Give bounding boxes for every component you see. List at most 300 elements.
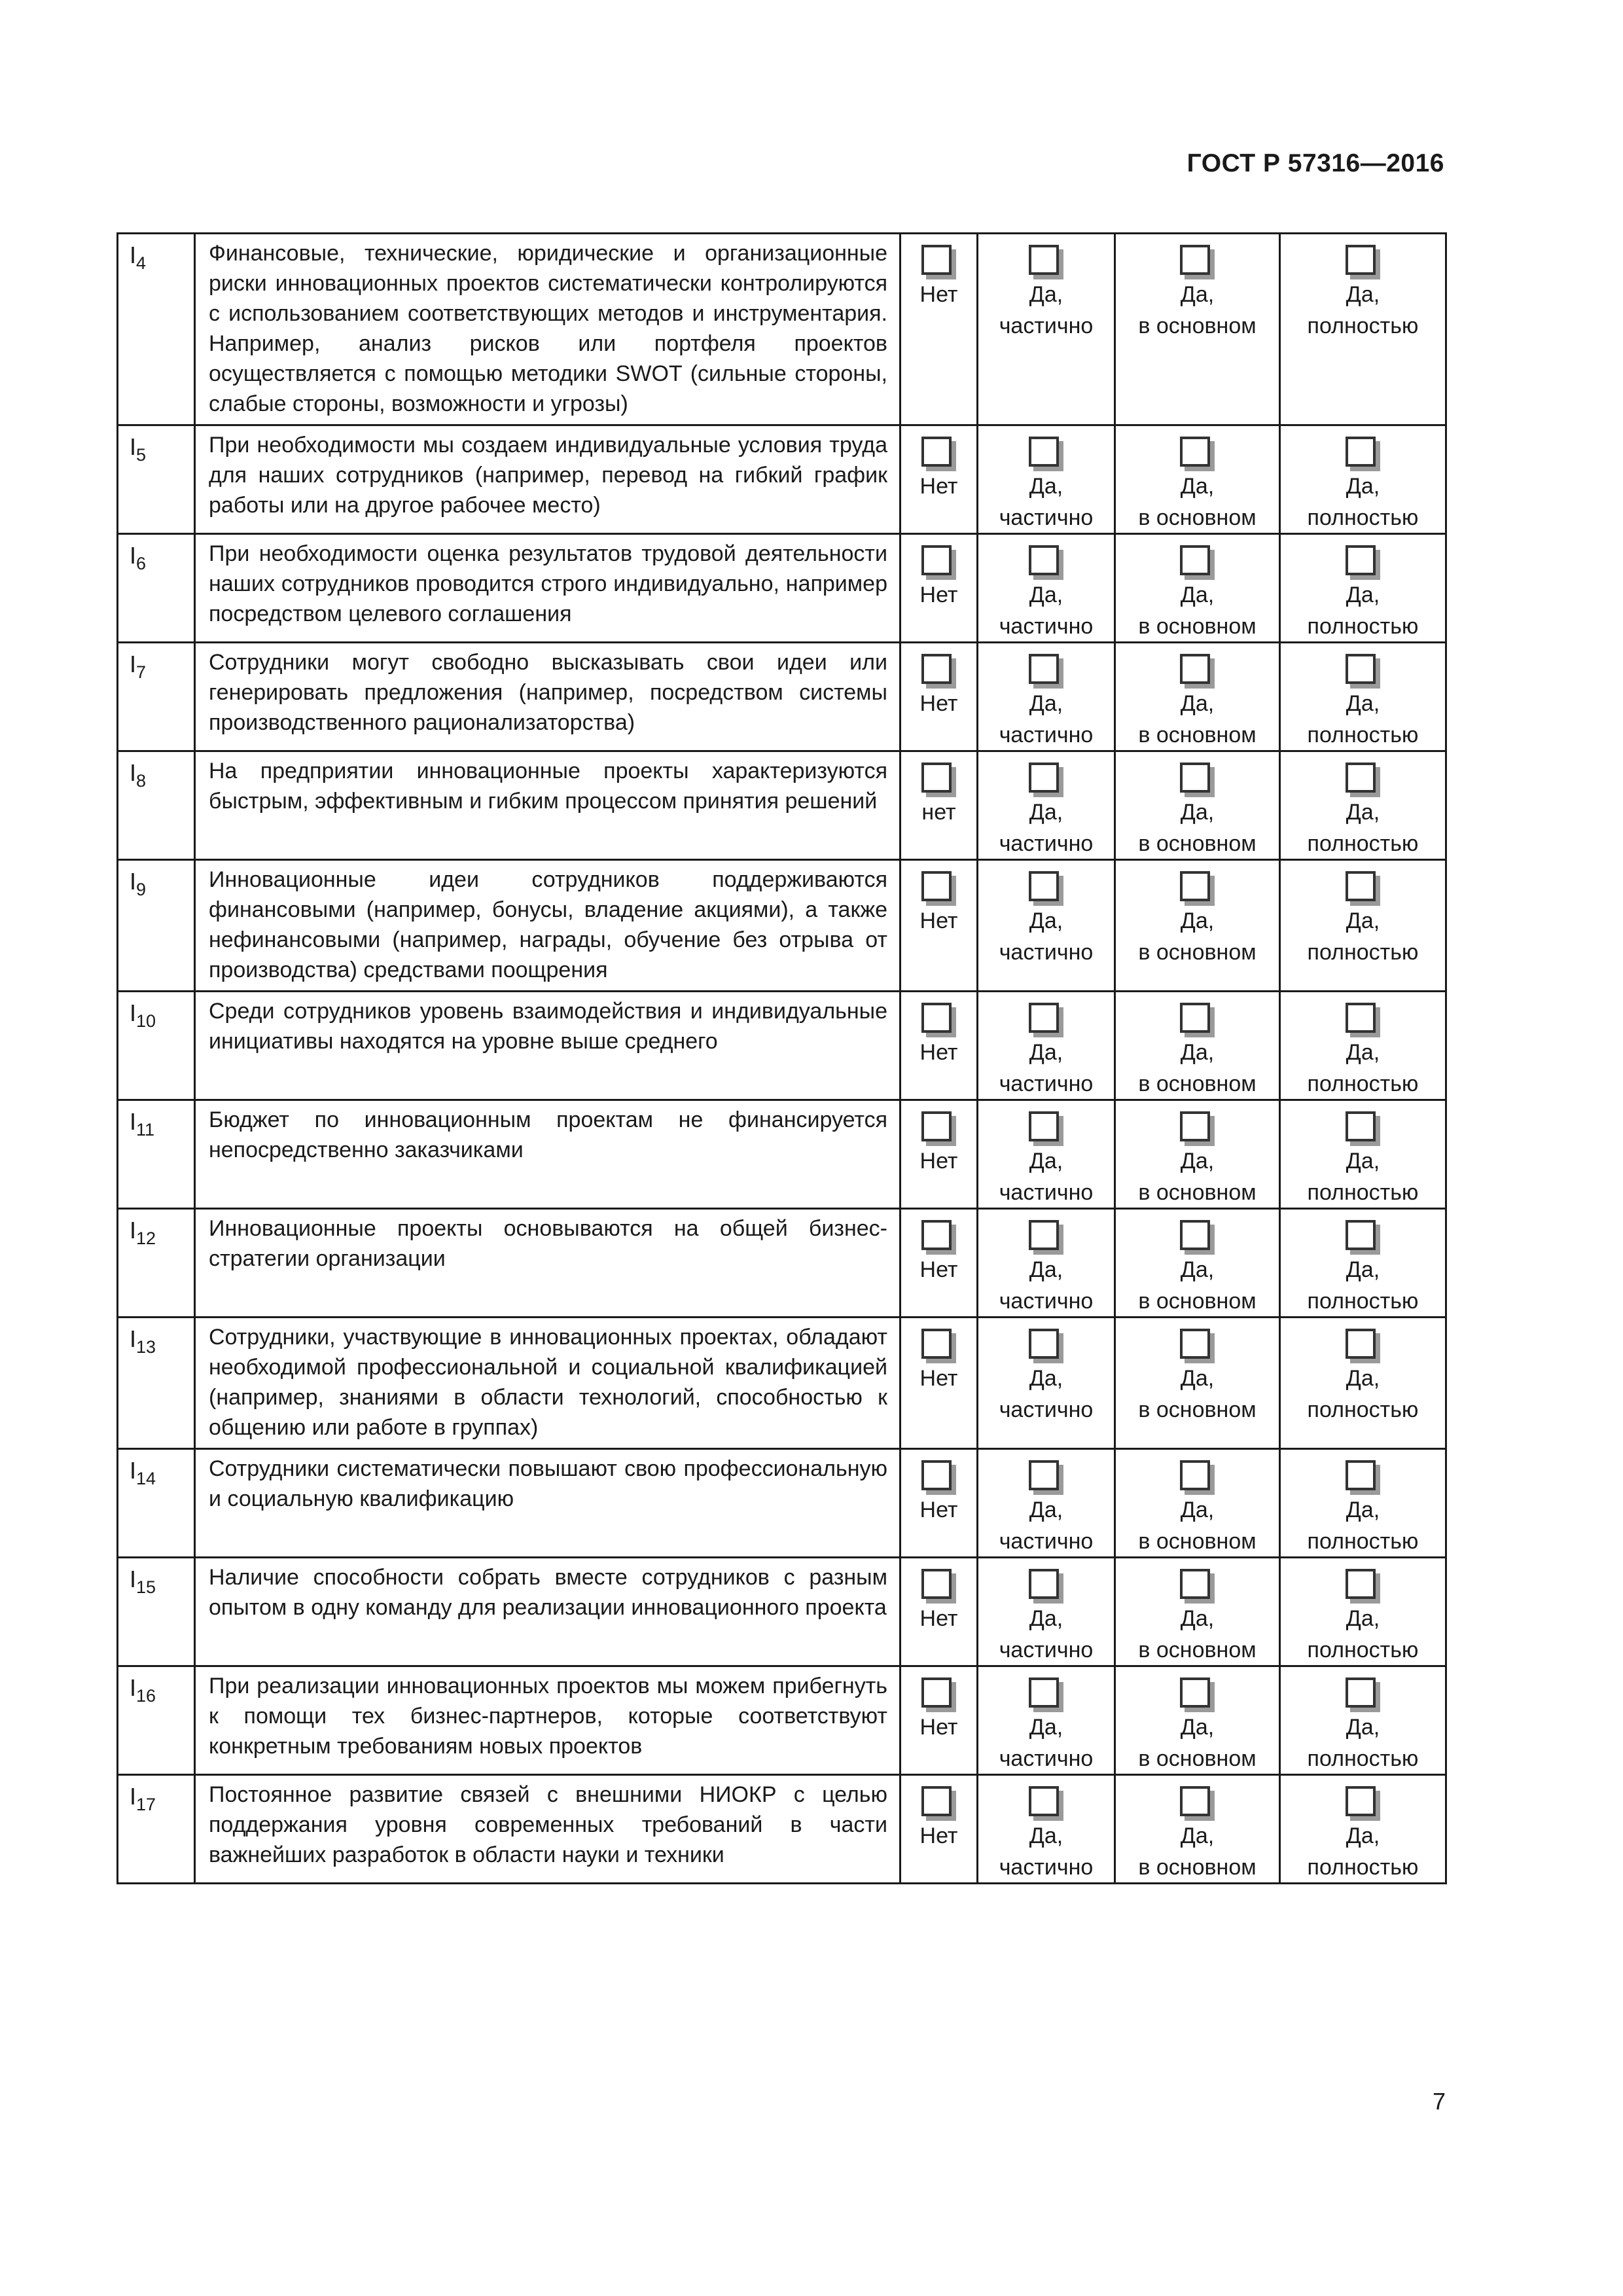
option-no-label: Нет	[919, 691, 958, 716]
option-mostly-label-1: Да,	[1180, 1257, 1215, 1282]
item-statement-cell	[195, 1209, 901, 1318]
item-id-index: 17	[136, 1795, 156, 1814]
checkbox-empty-icon[interactable]	[921, 437, 952, 467]
checkbox-empty-icon[interactable]	[921, 1329, 952, 1359]
option-mostly-label-2: в основном	[1138, 1529, 1257, 1554]
option-mostly[interactable]	[1115, 643, 1280, 751]
option-full-label-2: полностью	[1307, 1746, 1419, 1771]
item-id-letter: I	[130, 868, 137, 895]
option-partial-label-2: частично	[999, 614, 1094, 639]
item-statement-cell	[195, 1775, 901, 1884]
option-mostly-label-2: в основном	[1138, 723, 1257, 747]
option-mostly[interactable]	[1115, 534, 1280, 643]
option-mostly-label-2: в основном	[1138, 1180, 1257, 1205]
option-mostly-label-2: в основном	[1138, 1071, 1257, 1096]
item-id-index: 15	[136, 1577, 156, 1597]
question-row	[118, 534, 1446, 643]
checkbox-empty-icon[interactable]	[1346, 1220, 1376, 1250]
option-no-label: Нет	[919, 908, 958, 933]
checkbox-empty-icon[interactable]	[1180, 654, 1210, 684]
checkbox-empty-icon[interactable]	[1180, 1677, 1210, 1708]
checkbox-empty-icon[interactable]	[1029, 245, 1059, 275]
option-partial-label-2: частично	[999, 1397, 1094, 1422]
option-mostly[interactable]	[1115, 992, 1280, 1100]
option-no[interactable]	[901, 992, 978, 1100]
option-full-label-2: полностью	[1307, 723, 1419, 747]
option-no[interactable]	[901, 1209, 978, 1318]
option-mostly-label-1: Да,	[1180, 1606, 1215, 1631]
item-statement: На предприятии инновационные проекты характеризуются быстрым, эффективным и гибким процессом принятия решений	[209, 759, 887, 814]
checkbox-empty-icon[interactable]	[1346, 545, 1376, 575]
question-row	[118, 751, 1446, 860]
option-full-label-2: полностью	[1307, 1180, 1419, 1205]
checkbox-empty-icon[interactable]	[1029, 871, 1059, 901]
option-mostly-label-2: в основном	[1138, 614, 1257, 639]
checkbox-empty-icon[interactable]	[1346, 245, 1376, 275]
checkbox-empty-icon[interactable]	[1180, 245, 1210, 275]
checkbox-empty-icon[interactable]	[1029, 1111, 1059, 1141]
option-mostly[interactable]	[1115, 1318, 1280, 1449]
item-statement-cell	[195, 1558, 901, 1666]
checkbox-empty-icon[interactable]	[1029, 762, 1059, 793]
option-no[interactable]	[901, 1666, 978, 1775]
option-no[interactable]	[901, 534, 978, 643]
option-partial[interactable]	[978, 1666, 1115, 1775]
option-no[interactable]	[901, 1775, 978, 1884]
option-partial-label-1: Да,	[1029, 1040, 1063, 1065]
item-id-letter: I	[130, 759, 137, 786]
option-mostly-label-1: Да,	[1180, 1040, 1215, 1065]
checkbox-empty-icon[interactable]	[1180, 1220, 1210, 1250]
item-id	[118, 1450, 194, 1488]
option-full[interactable]	[1280, 860, 1446, 992]
option-full-label-1: Да,	[1346, 1823, 1380, 1848]
option-full[interactable]	[1280, 751, 1446, 860]
option-full-label-1: Да,	[1346, 1606, 1380, 1631]
item-id-letter: I	[130, 242, 137, 268]
checkbox-empty-icon[interactable]	[1029, 1003, 1059, 1033]
item-id	[118, 535, 194, 573]
checkbox-empty-icon[interactable]	[1346, 1569, 1376, 1599]
option-partial[interactable]	[978, 234, 1115, 425]
option-full[interactable]	[1280, 234, 1446, 425]
checkbox-empty-icon[interactable]	[1180, 1569, 1210, 1599]
item-statement-cell	[195, 1449, 901, 1558]
option-full-label-2: полностью	[1307, 1071, 1419, 1096]
question-row	[118, 1666, 1446, 1775]
question-row	[118, 1100, 1446, 1209]
option-no-label: Нет	[919, 1366, 958, 1391]
option-mostly-label-2: в основном	[1138, 1289, 1257, 1314]
option-no[interactable]	[901, 751, 978, 860]
option-mostly[interactable]	[1115, 1449, 1280, 1558]
item-id	[118, 1318, 194, 1356]
checkbox-empty-icon[interactable]	[921, 1111, 952, 1141]
checkbox-empty-icon[interactable]	[921, 245, 952, 275]
checkbox-empty-icon[interactable]	[921, 1569, 952, 1599]
checkbox-empty-icon[interactable]	[1029, 1569, 1059, 1599]
option-full[interactable]	[1280, 643, 1446, 751]
checkbox-empty-icon[interactable]	[1180, 871, 1210, 901]
option-full-label-2: полностью	[1307, 505, 1419, 530]
option-partial[interactable]	[978, 1558, 1115, 1666]
option-full[interactable]	[1280, 1318, 1446, 1449]
option-full-label-2: полностью	[1307, 940, 1419, 965]
item-statement-cell	[195, 425, 901, 534]
option-no-label: Нет	[919, 1606, 958, 1631]
document-code: ГОСТ Р 57316—2016	[1186, 149, 1444, 177]
item-id-cell	[118, 992, 195, 1100]
question-row	[118, 1558, 1446, 1666]
option-no[interactable]	[901, 1558, 978, 1666]
option-partial-label-2: частично	[999, 314, 1094, 338]
option-full[interactable]	[1280, 1666, 1446, 1775]
option-mostly[interactable]	[1115, 860, 1280, 992]
item-statement: Финансовые, технические, юридические и организационные риски инновационных проектов систематически контролируются с использованием соответствующих методов и инструментария. Например, анализ рисков или портфеля проектов осуществляется с помощью методики SWOT (сильные стороны, слабые стороны, возможности и угрозы)	[209, 241, 887, 416]
option-mostly-label-1: Да,	[1180, 691, 1215, 716]
checkbox-empty-icon[interactable]	[1029, 654, 1059, 684]
option-full-label-1: Да,	[1346, 1715, 1380, 1740]
item-id-index: 10	[136, 1011, 156, 1031]
option-partial-label-1: Да,	[1029, 1257, 1063, 1282]
option-mostly-label-2: в основном	[1138, 1397, 1257, 1422]
option-full-label-2: полностью	[1307, 1855, 1419, 1880]
item-id-index: 5	[136, 445, 147, 465]
item-id-cell	[118, 751, 195, 860]
checkbox-empty-icon[interactable]	[1180, 1460, 1210, 1490]
option-partial-label-2: частично	[999, 723, 1094, 747]
page-number: 7	[1432, 2088, 1446, 2115]
option-mostly-label-1: Да,	[1180, 800, 1215, 825]
option-no[interactable]	[901, 1100, 978, 1209]
option-no[interactable]	[901, 234, 978, 425]
item-statement-cell	[195, 1318, 901, 1449]
option-mostly-label-1: Да,	[1180, 282, 1215, 307]
item-statement: Бюджет по инновационным проектам не финансируется непосредственно заказчиками	[209, 1107, 887, 1162]
item-id	[118, 1667, 194, 1705]
item-id-cell	[118, 534, 195, 643]
option-no-label: Нет	[919, 1040, 958, 1065]
item-id-letter: I	[130, 999, 137, 1026]
item-statement: При необходимости оценка результатов трудовой деятельности наших сотрудников проводится строго индивидуально, например посредством целевого соглашения	[209, 541, 887, 626]
option-mostly-label-2: в основном	[1138, 831, 1257, 856]
item-id-cell	[118, 425, 195, 534]
item-id-index: 11	[136, 1120, 155, 1139]
checkbox-empty-icon[interactable]	[921, 871, 952, 901]
option-partial[interactable]	[978, 1775, 1115, 1884]
checkbox-empty-icon[interactable]	[1180, 1111, 1210, 1141]
item-id	[118, 752, 194, 790]
item-id	[118, 861, 194, 899]
option-partial-label-2: частично	[999, 1638, 1094, 1662]
option-partial-label-1: Да,	[1029, 1823, 1063, 1848]
checkbox-empty-icon[interactable]	[1346, 871, 1376, 901]
option-full[interactable]	[1280, 534, 1446, 643]
option-partial-label-2: частично	[999, 505, 1094, 530]
option-partial-label-1: Да,	[1029, 800, 1063, 825]
item-statement: Инновационные проекты основываются на общей бизнес-стратегии организации	[209, 1216, 887, 1271]
question-row	[118, 1209, 1446, 1318]
checkbox-empty-icon[interactable]	[1029, 1220, 1059, 1250]
item-id-letter: I	[130, 1325, 137, 1352]
checkbox-empty-icon[interactable]	[1346, 762, 1376, 793]
checkbox-empty-icon[interactable]	[1029, 437, 1059, 467]
option-partial[interactable]	[978, 860, 1115, 992]
option-mostly-label-1: Да,	[1180, 583, 1215, 607]
question-row	[118, 234, 1446, 425]
option-no[interactable]	[901, 643, 978, 751]
option-partial[interactable]	[978, 1209, 1115, 1318]
option-mostly[interactable]	[1115, 234, 1280, 425]
item-id	[118, 992, 194, 1030]
option-full[interactable]	[1280, 1449, 1446, 1558]
option-full-label-1: Да,	[1346, 1366, 1380, 1391]
checkbox-empty-icon[interactable]	[921, 1677, 952, 1708]
item-id-index: 4	[136, 253, 147, 273]
item-statement-cell	[195, 751, 901, 860]
item-id-index: 8	[136, 771, 147, 791]
checkbox-empty-icon[interactable]	[1180, 545, 1210, 575]
item-id	[118, 1210, 194, 1247]
option-full-label-2: полностью	[1307, 1397, 1419, 1422]
option-mostly-label-1: Да,	[1180, 1498, 1215, 1522]
item-id-letter: I	[130, 1566, 137, 1592]
option-full-label-2: полностью	[1307, 1529, 1419, 1554]
checkbox-empty-icon[interactable]	[1180, 1329, 1210, 1359]
option-full-label-1: Да,	[1346, 1257, 1380, 1282]
item-statement: Наличие способности собрать вместе сотрудников с разным опытом в одну команду для реализации инновационного проекта	[209, 1565, 887, 1620]
option-mostly-label-2: в основном	[1138, 940, 1257, 965]
option-mostly[interactable]	[1115, 1666, 1280, 1775]
item-id-letter: I	[130, 1783, 137, 1810]
option-mostly-label-2: в основном	[1138, 1746, 1257, 1771]
option-full-label-1: Да,	[1346, 1498, 1380, 1522]
checkbox-empty-icon[interactable]	[1346, 1329, 1376, 1359]
item-id-letter: I	[130, 1674, 137, 1701]
option-partial-label-2: частично	[999, 831, 1094, 856]
option-full-label-1: Да,	[1346, 908, 1380, 933]
option-no-label: Нет	[919, 1149, 958, 1174]
option-mostly[interactable]	[1115, 1100, 1280, 1209]
checkbox-empty-icon[interactable]	[921, 1786, 952, 1816]
item-id-index: 16	[136, 1686, 156, 1706]
item-id-cell	[118, 1558, 195, 1666]
item-statement-cell	[195, 860, 901, 992]
item-statement-cell	[195, 643, 901, 751]
item-statement: Инновационные идеи сотрудников поддерживаются финансовыми (например, бонусы, владение акциями), а также нефинансовыми (например, награды, обучение без отрыва от производства) средствами поощрения	[209, 867, 887, 982]
item-statement-cell	[195, 992, 901, 1100]
question-row	[118, 1318, 1446, 1449]
option-full-label-2: полностью	[1307, 314, 1419, 338]
questionnaire-rows	[118, 234, 1446, 1884]
item-id	[118, 643, 194, 681]
option-full[interactable]	[1280, 992, 1446, 1100]
checkbox-empty-icon[interactable]	[1346, 1677, 1376, 1708]
option-no[interactable]	[901, 1449, 978, 1558]
item-statement-cell	[195, 1666, 901, 1775]
item-id	[118, 1558, 194, 1596]
option-mostly-label-1: Да,	[1180, 1149, 1215, 1174]
checkbox-empty-icon[interactable]	[1346, 654, 1376, 684]
checkbox-empty-icon[interactable]	[1029, 1460, 1059, 1490]
item-id-cell	[118, 643, 195, 751]
checkbox-empty-icon[interactable]	[1180, 1786, 1210, 1816]
item-statement: При необходимости мы создаем индивидуальные условия труда для наших сотрудников (например, перевод на гибкий график работы или на другое рабочее место)	[209, 433, 887, 518]
checkbox-empty-icon[interactable]	[1346, 437, 1376, 467]
checkbox-empty-icon[interactable]	[921, 1460, 952, 1490]
checkbox-empty-icon[interactable]	[1180, 1003, 1210, 1033]
item-statement: При реализации инновационных проектов мы можем прибегнуть к помощи тех бизнес-партнеров, которые соответствуют конкретным требованиям новых проектов	[209, 1674, 887, 1759]
option-partial-label-1: Да,	[1029, 583, 1063, 607]
option-mostly-label-1: Да,	[1180, 1366, 1215, 1391]
option-full-label-2: полностью	[1307, 1638, 1419, 1662]
option-partial-label-2: частично	[999, 1180, 1094, 1205]
option-partial-label-1: Да,	[1029, 691, 1063, 716]
item-statement-cell	[195, 534, 901, 643]
checkbox-empty-icon[interactable]	[921, 654, 952, 684]
option-partial-label-2: частично	[999, 1071, 1094, 1096]
option-mostly-label-1: Да,	[1180, 474, 1215, 499]
option-full-label-1: Да,	[1346, 1149, 1380, 1174]
checkbox-empty-icon[interactable]	[921, 762, 952, 793]
option-full[interactable]	[1280, 1209, 1446, 1318]
option-partial-label-2: частично	[999, 1746, 1094, 1771]
option-no-label: Нет	[919, 474, 958, 499]
option-no-label: Нет	[919, 1823, 958, 1848]
question-row	[118, 425, 1446, 534]
item-id-cell	[118, 1318, 195, 1449]
option-partial[interactable]	[978, 1100, 1115, 1209]
option-partial[interactable]	[978, 643, 1115, 751]
checkbox-empty-icon[interactable]	[921, 1003, 952, 1033]
option-full-label-2: полностью	[1307, 614, 1419, 639]
option-full-label-1: Да,	[1346, 691, 1380, 716]
checkbox-empty-icon[interactable]	[1346, 1003, 1376, 1033]
option-full-label-1: Да,	[1346, 282, 1380, 307]
option-mostly-label-2: в основном	[1138, 1855, 1257, 1880]
option-mostly-label-1: Да,	[1180, 1823, 1215, 1848]
item-id-cell	[118, 1666, 195, 1775]
option-partial-label-1: Да,	[1029, 1606, 1063, 1631]
option-partial[interactable]	[978, 1449, 1115, 1558]
checkbox-empty-icon[interactable]	[921, 545, 952, 575]
item-id-index: 14	[136, 1469, 156, 1488]
checkbox-empty-icon[interactable]	[1346, 1460, 1376, 1490]
checkbox-empty-icon[interactable]	[1180, 437, 1210, 467]
item-id-index: 7	[136, 662, 147, 682]
option-mostly[interactable]	[1115, 751, 1280, 860]
option-full-label-1: Да,	[1346, 583, 1380, 607]
option-full[interactable]	[1280, 1558, 1446, 1666]
option-full-label-1: Да,	[1346, 800, 1380, 825]
option-partial-label-2: частично	[999, 940, 1094, 965]
option-full[interactable]	[1280, 1775, 1446, 1884]
item-id-cell	[118, 1209, 195, 1318]
option-full[interactable]	[1280, 425, 1446, 534]
option-partial-label-2: частично	[999, 1529, 1094, 1554]
item-id-index: 13	[136, 1337, 156, 1357]
item-statement: Сотрудники систематически повышают свою профессиональную и социальную квалификацию	[209, 1456, 887, 1511]
option-full-label-2: полностью	[1307, 831, 1419, 856]
checkbox-empty-icon[interactable]	[1029, 545, 1059, 575]
option-no-label: Нет	[919, 1715, 958, 1740]
question-row	[118, 1449, 1446, 1558]
item-id-letter: I	[130, 1108, 137, 1135]
option-partial-label-1: Да,	[1029, 1366, 1063, 1391]
item-id-letter: I	[130, 1217, 137, 1244]
checkbox-empty-icon[interactable]	[1346, 1786, 1376, 1816]
checkbox-empty-icon[interactable]	[1029, 1329, 1059, 1359]
item-statement: Среди сотрудников уровень взаимодействия и индивидуальные инициативы находятся на уровне выше среднего	[209, 999, 887, 1054]
option-mostly[interactable]	[1115, 1775, 1280, 1884]
option-partial-label-1: Да,	[1029, 1715, 1063, 1740]
option-no[interactable]	[901, 1318, 978, 1449]
option-no-label: Нет	[919, 282, 958, 307]
option-full-label-1: Да,	[1346, 474, 1380, 499]
item-id-index: 9	[136, 880, 147, 899]
item-id-cell	[118, 234, 195, 425]
option-mostly[interactable]	[1115, 1209, 1280, 1318]
item-statement: Сотрудники, участвующие в инновационных проектах, обладают необходимой профессиональной и социальной квалификацией (например, знаниями в области технологий, способностью к общению или работе в группах)	[209, 1325, 887, 1440]
option-no-label: Нет	[919, 583, 958, 607]
option-full[interactable]	[1280, 1100, 1446, 1209]
item-id-cell	[118, 1100, 195, 1209]
item-id-letter: I	[130, 1457, 137, 1484]
option-partial[interactable]	[978, 992, 1115, 1100]
option-no[interactable]	[901, 425, 978, 534]
option-mostly[interactable]	[1115, 1558, 1280, 1666]
item-statement: Сотрудники могут свободно высказывать свои идеи или генерировать предложения (например, посредством системы производственного рационализаторства)	[209, 650, 887, 735]
option-partial-label-1: Да,	[1029, 1149, 1063, 1174]
item-id-cell	[118, 860, 195, 992]
option-partial[interactable]	[978, 751, 1115, 860]
item-statement-cell	[195, 1100, 901, 1209]
option-mostly-label-1: Да,	[1180, 1715, 1215, 1740]
option-no-label: Нет	[919, 1498, 958, 1522]
option-mostly-label-1: Да,	[1180, 908, 1215, 933]
item-id-index: 12	[136, 1229, 156, 1248]
item-id	[118, 426, 194, 464]
checkbox-empty-icon[interactable]	[1180, 762, 1210, 793]
option-partial-label-2: частично	[999, 1289, 1094, 1314]
checkbox-empty-icon[interactable]	[921, 1220, 952, 1250]
option-mostly[interactable]	[1115, 425, 1280, 534]
question-row	[118, 1775, 1446, 1884]
item-id	[118, 1776, 194, 1814]
checkbox-empty-icon[interactable]	[1029, 1786, 1059, 1816]
questionnaire-table	[116, 232, 1447, 1884]
option-partial[interactable]	[978, 1318, 1115, 1449]
item-id-cell	[118, 1775, 195, 1884]
checkbox-empty-icon[interactable]	[1029, 1677, 1059, 1708]
option-mostly-label-2: в основном	[1138, 1638, 1257, 1662]
item-statement: Постоянное развитие связей с внешними НИОКР с целью поддержания уровня современных требований в части важнейших разработок в области науки и техники	[209, 1782, 887, 1867]
option-partial[interactable]	[978, 534, 1115, 643]
question-row	[118, 860, 1446, 992]
question-row	[118, 992, 1446, 1100]
option-no-label: нет	[921, 800, 956, 825]
item-statement-cell	[195, 234, 901, 425]
checkbox-empty-icon[interactable]	[1346, 1111, 1376, 1141]
option-full-label-1: Да,	[1346, 1040, 1380, 1065]
option-no[interactable]	[901, 860, 978, 992]
item-id-index: 6	[136, 554, 147, 573]
item-id	[118, 234, 194, 272]
option-partial-label-1: Да,	[1029, 908, 1063, 933]
option-partial[interactable]	[978, 425, 1115, 534]
item-id-cell	[118, 1449, 195, 1558]
option-full-label-2: полностью	[1307, 1289, 1419, 1314]
